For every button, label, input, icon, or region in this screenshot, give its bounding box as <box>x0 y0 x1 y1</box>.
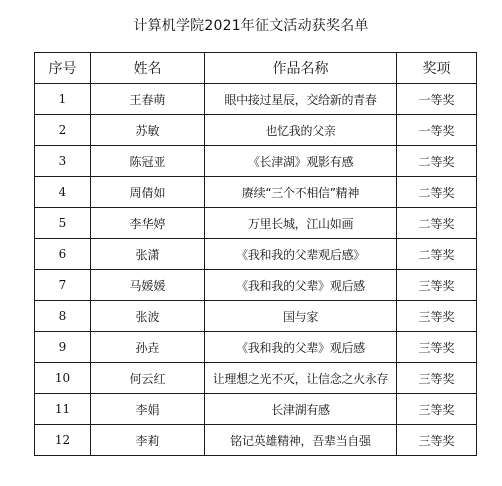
cell-work: 《我和我的父辈》观后感 <box>205 332 397 363</box>
cell-award: 三等奖 <box>397 270 477 301</box>
cell-name: 孙垚 <box>91 332 205 363</box>
cell-name: 张波 <box>91 301 205 332</box>
cell-award: 二等奖 <box>397 177 477 208</box>
cell-award: 一等奖 <box>397 115 477 146</box>
table-row <box>35 363 477 394</box>
cell-award: 三等奖 <box>397 301 477 332</box>
cell-no: 5 <box>35 208 91 239</box>
cell-award: 一等奖 <box>397 84 477 115</box>
cell-name: 何云红 <box>91 363 205 394</box>
cell-name: 周倩如 <box>91 177 205 208</box>
cell-name: 李华婷 <box>91 208 205 239</box>
table-row <box>35 332 477 363</box>
table-row <box>35 208 477 239</box>
cell-work: 眼中接过星辰，交给新的青春 <box>205 84 397 115</box>
cell-name: 王春萌 <box>91 84 205 115</box>
table-row <box>35 84 477 115</box>
cell-no: 8 <box>35 301 91 332</box>
cell-no: 9 <box>35 332 91 363</box>
column-header-no: 序号 <box>35 53 91 84</box>
table-row <box>35 115 477 146</box>
table-header-row <box>35 53 477 84</box>
cell-name: 李娟 <box>91 394 205 425</box>
cell-work: 《长津湖》观影有感 <box>205 146 397 177</box>
cell-name: 李莉 <box>91 425 205 456</box>
cell-award: 三等奖 <box>397 363 477 394</box>
cell-no: 2 <box>35 115 91 146</box>
cell-no: 11 <box>35 394 91 425</box>
cell-work: 《我和我的父辈》观后感 <box>205 270 397 301</box>
cell-no: 10 <box>35 363 91 394</box>
column-header-name: 姓名 <box>91 53 205 84</box>
cell-award: 二等奖 <box>397 146 477 177</box>
table-row <box>35 394 477 425</box>
cell-work: 赓续“三个不相信”精神 <box>205 177 397 208</box>
cell-name: 马媛媛 <box>91 270 205 301</box>
cell-no: 4 <box>35 177 91 208</box>
page-title: 计算机学院2021年征文活动获奖名单 <box>133 18 369 34</box>
cell-award: 三等奖 <box>397 394 477 425</box>
cell-no: 12 <box>35 425 91 456</box>
cell-work: 也忆我的父亲 <box>205 115 397 146</box>
table-row <box>35 425 477 456</box>
cell-award: 三等奖 <box>397 332 477 363</box>
cell-no: 1 <box>35 84 91 115</box>
table-row <box>35 270 477 301</box>
award-table <box>34 52 477 456</box>
cell-work: 《我和我的父辈观后感》 <box>205 239 397 270</box>
cell-award: 二等奖 <box>397 239 477 270</box>
table-row <box>35 177 477 208</box>
cell-work: 让理想之光不灭，让信念之火永存 <box>205 363 397 394</box>
cell-name: 陈冠亚 <box>91 146 205 177</box>
table-row <box>35 146 477 177</box>
column-header-work: 作品名称 <box>205 53 397 84</box>
cell-work: 国与家 <box>205 301 397 332</box>
cell-no: 3 <box>35 146 91 177</box>
cell-no: 6 <box>35 239 91 270</box>
cell-work: 长津湖有感 <box>205 394 397 425</box>
cell-name: 苏敏 <box>91 115 205 146</box>
column-header-award: 奖项 <box>397 53 477 84</box>
cell-work: 万里长城，江山如画 <box>205 208 397 239</box>
cell-work: 铭记英雄精神，吾辈当自强 <box>205 425 397 456</box>
cell-no: 7 <box>35 270 91 301</box>
cell-award: 三等奖 <box>397 425 477 456</box>
cell-name: 张潇 <box>91 239 205 270</box>
table-row <box>35 239 477 270</box>
cell-award: 二等奖 <box>397 208 477 239</box>
table-row <box>35 301 477 332</box>
